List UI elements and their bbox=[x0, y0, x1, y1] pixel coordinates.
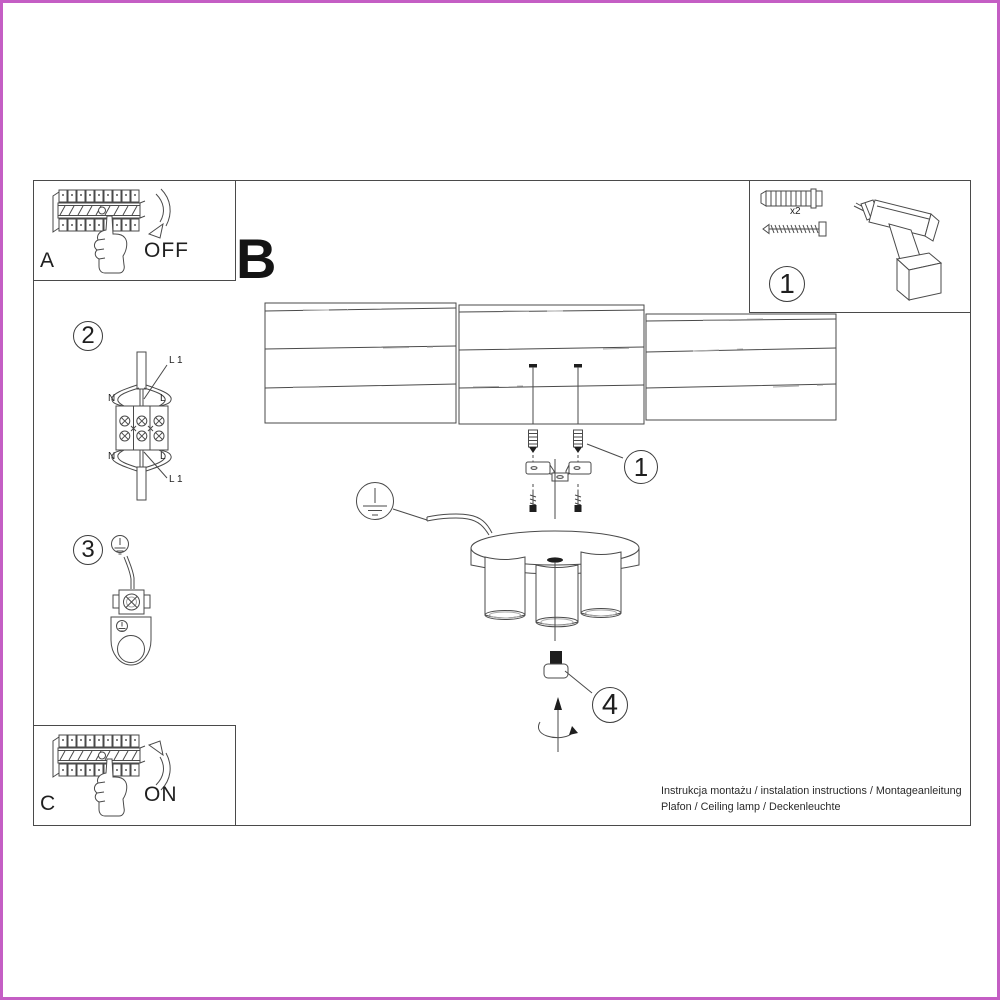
wiring-neutral-bottom-label: N bbox=[108, 451, 116, 462]
callout-ground-step: 3 bbox=[73, 535, 103, 565]
wiring-neutral-top-label: N bbox=[108, 393, 116, 404]
panel-c-state-label: ON bbox=[144, 783, 178, 806]
panel-a-letter: A bbox=[40, 249, 55, 272]
callout-wiring-step: 2 bbox=[73, 321, 103, 351]
wiring-lamp-wire-bottom-label: L 1 bbox=[169, 474, 183, 485]
panel-c-letter: C bbox=[40, 792, 56, 815]
wiring-line-bottom-label: L bbox=[160, 451, 166, 462]
callout-screw-step: 4 bbox=[592, 687, 628, 723]
panel-a-state-label: OFF bbox=[144, 239, 189, 262]
panel-a-box bbox=[33, 180, 236, 281]
parts-quantity-label: x2 bbox=[790, 206, 801, 217]
footer-line1: Instrukcja montażu / instalation instructions / Montageanleitung bbox=[661, 785, 962, 797]
parts-box-callout: 1 bbox=[769, 266, 805, 302]
wiring-line-top-label: L bbox=[160, 393, 166, 404]
callout-anchor-step: 1 bbox=[624, 450, 658, 484]
section-b-letter: B bbox=[236, 227, 277, 290]
wiring-lamp-wire-top-label: L 1 bbox=[169, 355, 183, 366]
panel-c-box bbox=[33, 725, 236, 826]
footer-line2: Plafon / Ceiling lamp / Deckenleuchte bbox=[661, 801, 841, 813]
